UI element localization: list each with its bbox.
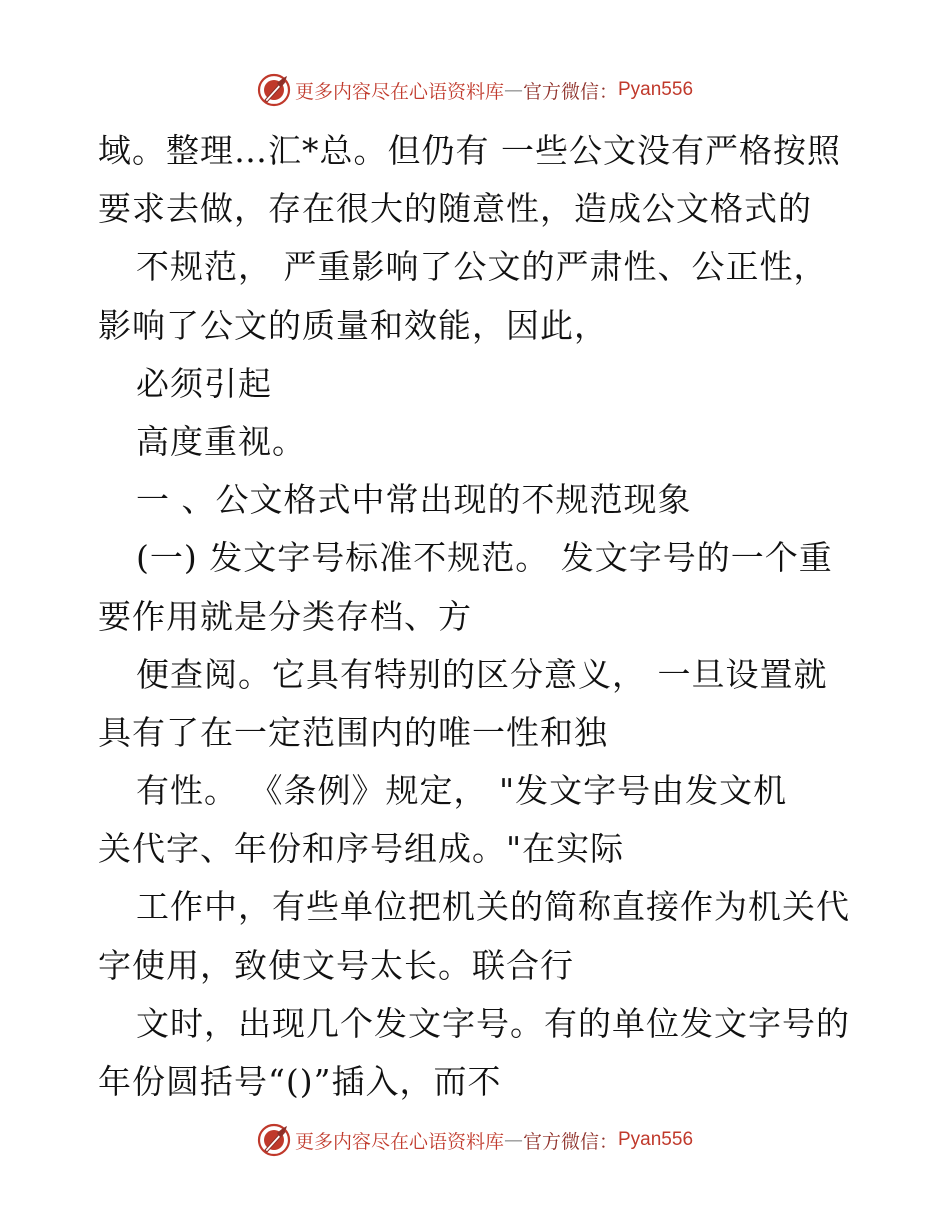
body-text-line: 要作用就是分类存档、方 [98, 596, 472, 636]
header-separator: — [503, 79, 523, 101]
document-body [98, 122, 858, 1111]
footer-wechat-id: Pyan556 [618, 1129, 694, 1150]
body-text-line: 域。整理…汇*总。但仍有 一些公文没有严格按照 [98, 131, 841, 170]
body-text-line: 不规范， 严重影响了公文的严肃性、公正性， [136, 247, 828, 287]
body-text-line: 要求去做，存在很大的随意性，造成公文格式的 [98, 189, 812, 229]
footer-site-text: 更多内容尽在心语资料库 [294, 1130, 504, 1153]
quill-pen-seal-icon [257, 73, 291, 107]
quill-pen-seal-icon [257, 1123, 291, 1157]
body-text-line: 字使用，致使文号太长。联合行 [98, 945, 574, 985]
body-text-line: 年份圆括号“()”插入，而不 [98, 1062, 502, 1101]
body-text-line: 高度重视。 [136, 421, 306, 461]
body-text-line: 一 、公文格式中常出现的不规范现象 [136, 480, 692, 520]
body-text-line: 文时，出现几个发文字号。有的单位发文字号的 [136, 1003, 850, 1043]
footer-separator: — [503, 1129, 523, 1151]
header-wechat-label: 官方微信： [522, 80, 618, 103]
footer-banner [0, 1118, 950, 1162]
header-site-text: 更多内容尽在心语资料库 [294, 80, 504, 103]
footer-wechat-label: 官方微信： [522, 1130, 618, 1153]
body-text-line: 关代字、年份和序号组成。"在实际 [98, 829, 625, 869]
body-text-line: 便查阅。它具有特别的区分意义， 一旦设置就 [136, 654, 828, 694]
body-text-line: 具有了在一定范围内的唯一性和独 [98, 712, 608, 752]
body-text-line: 工作中，有些单位把机关的简称直接作为机关代 [136, 887, 850, 927]
header-wechat-id: Pyan556 [618, 79, 694, 100]
body-text-line: 有性。 《条例》规定， "发文字号由发文机 [136, 771, 788, 811]
body-text-line: 影响了公文的质量和效能，因此， [98, 305, 608, 345]
body-text-line: 必须引起 [136, 363, 272, 403]
body-text-line: (一) 发文字号标准不规范。 发文字号的一个重 [136, 538, 833, 578]
header-banner [0, 68, 950, 112]
